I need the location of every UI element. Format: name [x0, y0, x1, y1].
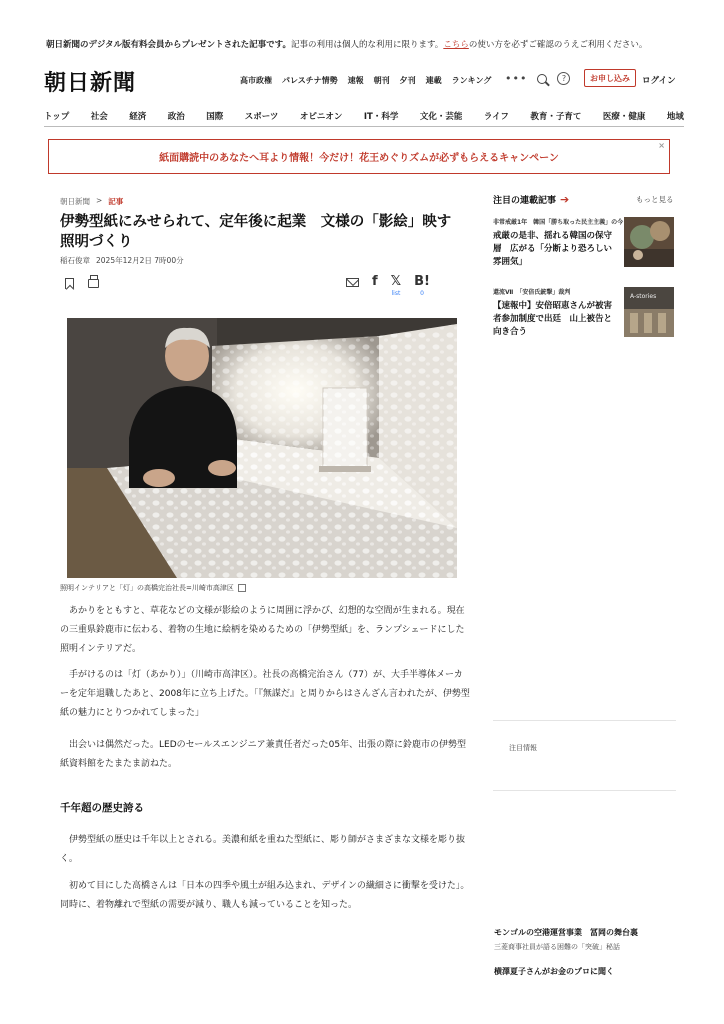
campaign-banner[interactable]	[48, 139, 670, 174]
close-icon[interactable]: ×	[658, 141, 665, 150]
topnav-item[interactable]: 連載	[425, 76, 442, 85]
login-link[interactable]: ログイン	[642, 76, 676, 86]
article-paragraph: あかりをともすと、草花などの文様が影絵のように周囲に浮かび、幻想的な空間が生まれる。現在の三重県鈴鹿市に伝わる、着物の生地に絵柄を染めるための「伊勢型紙」を、ランプシェードにした照明インテリアだ。	[60, 606, 465, 654]
more-menu-icon[interactable]: •••	[505, 72, 528, 85]
photo-illustration	[67, 318, 457, 578]
promo-subtitle[interactable]: 三菱商事社員が語る困難の「突破」秘話	[494, 943, 620, 951]
x-share[interactable]	[391, 275, 401, 298]
category-item[interactable]: オピニオン	[299, 112, 343, 122]
photo-caption	[60, 583, 246, 593]
facebook-icon: f	[372, 274, 378, 289]
category-item[interactable]: 経済	[129, 112, 147, 122]
x-share-count[interactable]: list	[391, 290, 401, 297]
gift-notice-text: 記事の利用は個人的な利用に限ります。	[290, 40, 444, 50]
category-item[interactable]: ライフ	[483, 112, 509, 122]
enlarge-icon[interactable]	[238, 584, 246, 592]
usage-link[interactable]: こちら	[443, 40, 469, 50]
category-item[interactable]: 文化・芸能	[419, 112, 463, 122]
article-photo[interactable]	[67, 318, 457, 578]
related-kicker: 非常戒厳1年 韓国「勝ち取った民主主義」の今	[493, 219, 624, 226]
category-item[interactable]: 政治	[167, 112, 185, 122]
attention-heading: 注目情報	[509, 744, 537, 752]
breadcrumb-separator: >	[96, 196, 103, 205]
category-item[interactable]: 社会	[90, 112, 108, 122]
category-item[interactable]: 地域	[666, 112, 684, 122]
related-kicker: 還流Ⅶ 「安倍氏銃撃」裁判	[493, 289, 571, 296]
bookmark-icon[interactable]	[65, 278, 74, 289]
facebook-share[interactable]	[372, 275, 378, 289]
subscribe-button[interactable]: お申し込み	[584, 69, 636, 87]
related-thumbnail[interactable]	[624, 217, 674, 267]
sidebar-title-text: 注目の連載記事	[493, 196, 557, 206]
arrow-right-icon: ➔	[560, 193, 570, 206]
x-icon: 𝕏	[390, 274, 402, 289]
category-item[interactable]: スポーツ	[244, 112, 279, 122]
hatena-share[interactable]	[414, 275, 430, 298]
header-icons	[505, 72, 570, 85]
article-tools	[65, 278, 99, 289]
category-item[interactable]: 国際	[206, 112, 224, 122]
topnav-item[interactable]: ランキング	[451, 76, 492, 85]
gift-notice-bold: 朝日新聞のデジタル版有料会員からプレゼントされた記事です。	[46, 40, 291, 50]
print-icon[interactable]	[88, 279, 99, 288]
more-link[interactable]: もっと見る	[636, 195, 674, 204]
author[interactable]: 稲石俊章	[60, 256, 90, 265]
promo-title[interactable]: モンゴルの空港運営事業 冨岡の舞台裏	[494, 928, 638, 937]
share-buttons	[346, 275, 430, 298]
thumbnail-label: A-stories	[630, 293, 657, 300]
thumbnail-image	[624, 217, 674, 267]
breadcrumb	[60, 196, 123, 207]
section-heading: 千年超の歴史誇る	[60, 802, 144, 814]
related-title: 【速報中】安倍昭恵さんが被害者参加制度で出廷 山上被告と向き合う	[493, 301, 613, 337]
related-article[interactable]	[493, 287, 619, 339]
top-nav	[240, 75, 491, 86]
nav-divider	[44, 126, 684, 127]
site-logo[interactable]: 朝日新聞	[44, 70, 137, 96]
topnav-item[interactable]: パレスチナ情勢	[282, 76, 338, 85]
article-paragraph: 初めて目にした高橋さんは「日本の四季や風土が組み込まれ、デザインの繊細さに衝撃を受けた」。同時に、着物離れで型紙の需要が減り、職人も減っていることを知った。	[60, 881, 470, 910]
category-item[interactable]: 医療・健康	[602, 112, 646, 122]
category-item[interactable]: トップ	[44, 112, 70, 122]
hatena-icon: B!	[414, 274, 430, 289]
gift-notice-after: の使い方を必ずご確認のうえご利用ください。	[468, 40, 648, 50]
sidebar-divider	[493, 790, 676, 791]
related-title: 戒厳の是非、揺れる韓国の保守層 広がる「分断より恐ろしい雰囲気」	[493, 231, 613, 267]
category-item[interactable]: 教育・子育て	[530, 112, 582, 122]
gift-notice	[46, 38, 647, 50]
search-icon[interactable]	[537, 74, 547, 84]
category-item[interactable]: IT・科学	[363, 112, 399, 122]
publish-date: 2025年12月2日 7時00分	[96, 256, 184, 265]
category-nav	[44, 110, 684, 122]
topnav-item[interactable]: 朝刊	[373, 76, 390, 85]
sidebar-divider	[493, 720, 676, 721]
photo-caption-text: 照明インテリアと「灯」の高橋完治社長=川崎市高津区	[60, 584, 234, 592]
article-paragraph: 手がけるのは「灯（あかり）」（川崎市高津区）。社長の高橋完治さん（77）が、大手半導体メーカーを定年退職したあと、2008年に立ち上げた。「『無謀だ』と周りからはさんざん言われたが、伊勢型紙の魅力にとりつかれてしまった」	[60, 670, 470, 718]
breadcrumb-current[interactable]: 記事	[108, 197, 124, 206]
sidebar-title[interactable]	[493, 193, 569, 206]
article-paragraph: 伊勢型紙の歴史は千年以上とされる。美濃和紙を重ねた型紙に、彫り師がさまざまな文様を彫り抜く。	[60, 835, 466, 864]
breadcrumb-home[interactable]: 朝日新聞	[60, 197, 90, 206]
hatena-count[interactable]: 0	[420, 290, 424, 297]
byline	[60, 255, 184, 266]
topnav-item[interactable]: 夕刊	[399, 76, 416, 85]
promo-title[interactable]: 横澤夏子さんがお金のプロに聞く	[494, 967, 614, 976]
related-thumbnail[interactable]	[624, 287, 674, 337]
article-headline: 伊勢型紙にみせられて、定年後に起業 文様の「影絵」映す照明づくり	[60, 214, 452, 250]
help-icon[interactable]: ?	[557, 72, 570, 85]
banner-text: 紙面購読中のあなたへ耳より情報！今だけ！花王めぐりズムが必ずもらえるキャンペーン	[159, 153, 559, 164]
topnav-item[interactable]: 速報	[347, 76, 364, 85]
topnav-item[interactable]: 高市政権	[240, 76, 272, 85]
related-article[interactable]	[493, 217, 624, 269]
article-paragraph: 出会いは偶然だった。LEDのセールスエンジニア兼責任者だった05年、出張の際に鈴鹿市の伊勢型紙資料館をたまたま訪ねた。	[60, 740, 467, 769]
mail-share-icon[interactable]	[346, 278, 359, 287]
